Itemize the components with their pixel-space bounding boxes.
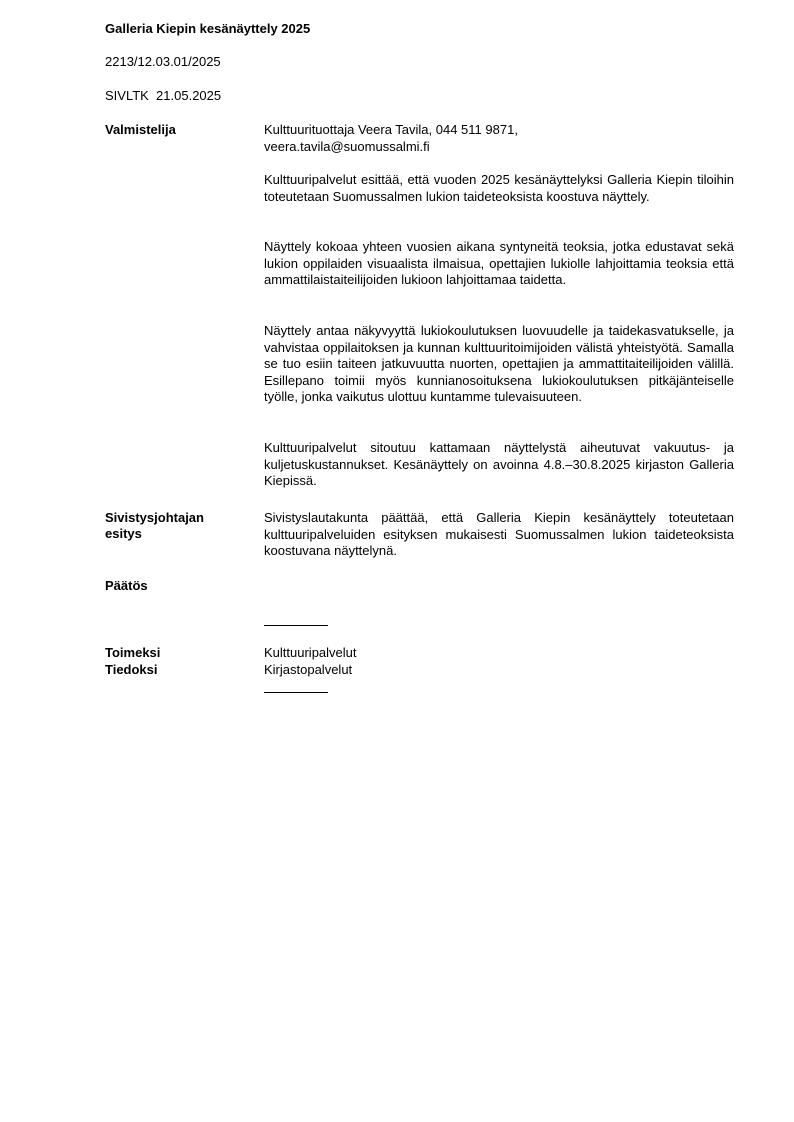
valmistelija-paragraph: Kulttuuripalvelut esittää, että vuoden 2025 kesänäyttelyksi Galleria Kiepin tiloihin toteutetaan Suomussalmen lukion taideteoksista koostuva näyttely. xyxy=(264,172,734,204)
toimeksi-value: Kulttuuripalvelut xyxy=(264,645,357,660)
tiedoksi-label: Tiedoksi xyxy=(105,662,158,677)
document-title: Galleria Kiepin kesänäyttely 2025 xyxy=(105,21,311,36)
esitys-label-line1: Sivistysjohtajan xyxy=(105,510,204,525)
preparer-contact-line: Kulttuurituottaja Veera Tavila, 044 511 9871, xyxy=(264,122,518,137)
tiedoksi-value: Kirjastopalvelut xyxy=(264,662,353,677)
meeting-reference: SIVLTK 21.05.2025 xyxy=(105,88,222,103)
paatos-label: Päätös xyxy=(105,578,148,593)
valmistelija-paragraph: Näyttely antaa näkyvyyttä lukiokoulutuksen luovuudelle ja taidekasvatukselle, ja vahvistaa oppilaitoksen ja kunnan kulttuuritoimijoiden välistä yhteistyötä. Samalla se tuo esiin taiteen jatkuvuutta nuorten, opettajien ja ammattitaiteilijoiden välillä. Esillepano toimii myös kunnianosoituksena lukiokoulutuksen pitkäjänteiselle työlle, jonka vaikutus ulottuu kuntamme tulevaisuuteen. xyxy=(264,323,734,405)
signature-rule xyxy=(264,625,328,626)
esitys-content xyxy=(264,510,734,560)
valmistelija-content xyxy=(264,122,734,155)
record-number: 2213/12.03.01/2025 xyxy=(105,54,221,69)
valmistelija-paragraph-1-block xyxy=(264,172,734,205)
end-rule xyxy=(264,692,328,693)
esitys-label-line2: esitys xyxy=(105,526,142,541)
valmistelija-paragraph-3-block xyxy=(264,323,734,406)
valmistelija-paragraph-4-block xyxy=(264,440,734,490)
valmistelija-paragraph-2-block xyxy=(264,239,734,289)
valmistelija-paragraph: Kulttuuripalvelut sitoutuu kattamaan näyttelystä aiheutuvat vakuutus- ja kuljetuskustannukset. Kesänäyttely on avoinna 4.8.–30.8.2025 kirjaston Galleria Kiepissä. xyxy=(264,440,734,489)
esitys-text: Sivistyslautakunta päättää, että Galleria Kiepin kesänäyttely toteutetaan kulttuuripalveluiden esityksen mukaisesti Suomussalmen lukion taideteoksista koostuvana näyttelynä. xyxy=(264,510,734,559)
valmistelija-paragraph: Näyttely kokoaa yhteen vuosien aikana syntyneitä teoksia, jotka edustavat sekä lukion oppilaiden visuaalista ilmaisua, opettajien lukiolle lahjoittamia teoksia että ammattilaistaiteilijoiden lukioon lahjoittamaa taidetta. xyxy=(264,239,734,288)
toimeksi-label: Toimeksi xyxy=(105,645,161,660)
valmistelija-label: Valmistelija xyxy=(105,122,176,137)
preparer-email: veera.tavila@suomussalmi.fi xyxy=(264,138,430,154)
esitys-label xyxy=(105,510,204,542)
